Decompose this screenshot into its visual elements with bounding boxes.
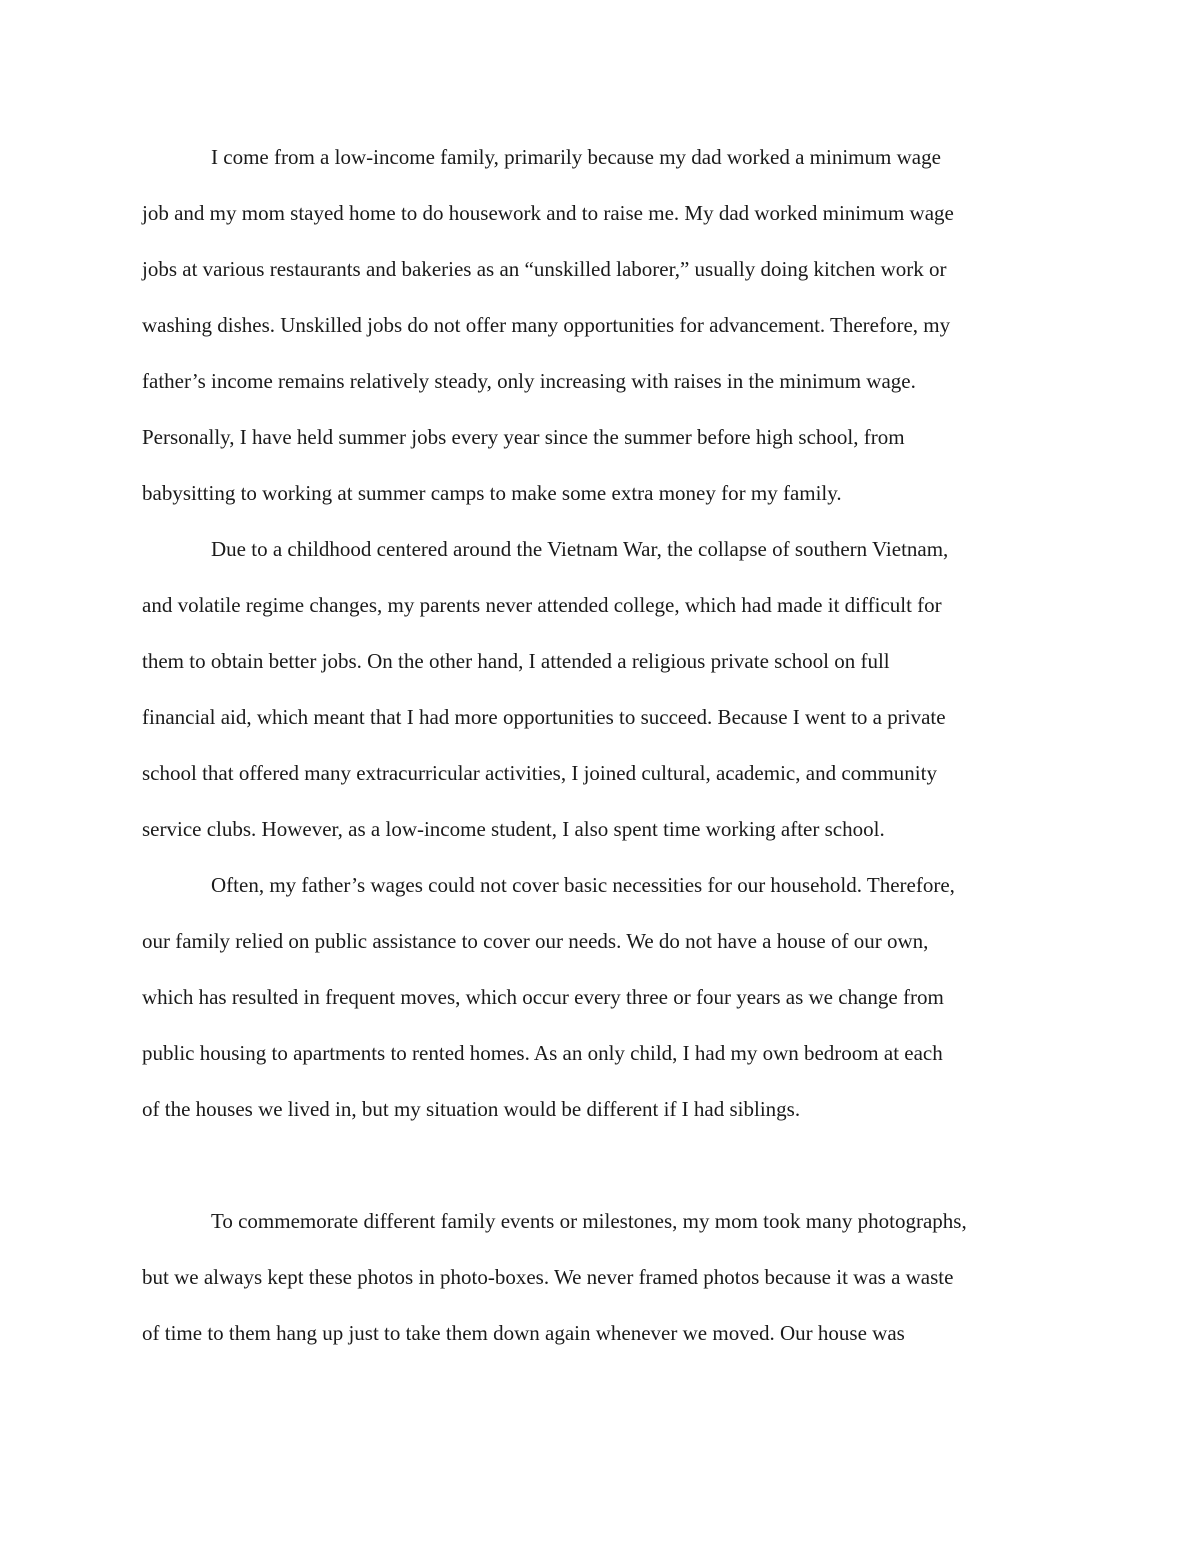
- paragraph-line: public housing to apartments to rented homes. As an only child, I had my own bedroom at each: [142, 1041, 943, 1065]
- paragraph-line: of the houses we lived in, but my situation would be different if I had siblings.: [142, 1097, 801, 1121]
- paragraph-line: service clubs. However, as a low-income student, I also spent time working after school.: [142, 817, 885, 841]
- paragraph-line: them to obtain better jobs. On the other hand, I attended a religious private school on full: [142, 649, 890, 673]
- paragraph-line: To commemorate different family events or milestones, my mom took many photographs,: [211, 1209, 967, 1233]
- paragraph-line: Often, my father’s wages could not cover basic necessities for our household. Therefore,: [211, 873, 955, 897]
- paragraph-line: washing dishes. Unskilled jobs do not offer many opportunities for advancement. Therefore, my: [142, 313, 951, 337]
- paragraph-line: but we always kept these photos in photo-boxes. We never framed photos because it was a waste: [142, 1265, 954, 1289]
- paragraph-line: of time to them hang up just to take them down again whenever we moved. Our house was: [142, 1321, 905, 1345]
- paragraph-line: jobs at various restaurants and bakeries as an “unskilled laborer,” usually doing kitchen work or: [142, 257, 947, 281]
- paragraph-line: job and my mom stayed home to do housework and to raise me. My dad worked minimum wage: [142, 201, 954, 225]
- paragraph-line: Personally, I have held summer jobs every year since the summer before high school, from: [142, 425, 905, 449]
- paragraph-line: and volatile regime changes, my parents never attended college, which had made it difficult for: [142, 593, 942, 617]
- paragraph-line: our family relied on public assistance to cover our needs. We do not have a house of our own,: [142, 929, 929, 953]
- paragraph-line: father’s income remains relatively steady, only increasing with raises in the minimum wage.: [142, 369, 916, 393]
- paragraph-line: which has resulted in frequent moves, which occur every three or four years as we change from: [142, 985, 944, 1009]
- paragraph-line: school that offered many extracurricular activities, I joined cultural, academic, and community: [142, 761, 937, 785]
- paragraph-line: financial aid, which meant that I had more opportunities to succeed. Because I went to a private: [142, 705, 946, 729]
- paragraph-line: Due to a childhood centered around the Vietnam War, the collapse of southern Vietnam,: [211, 537, 949, 561]
- paragraph-line: babysitting to working at summer camps to make some extra money for my family.: [142, 481, 842, 505]
- paragraph-line: I come from a low-income family, primarily because my dad worked a minimum wage: [211, 145, 941, 169]
